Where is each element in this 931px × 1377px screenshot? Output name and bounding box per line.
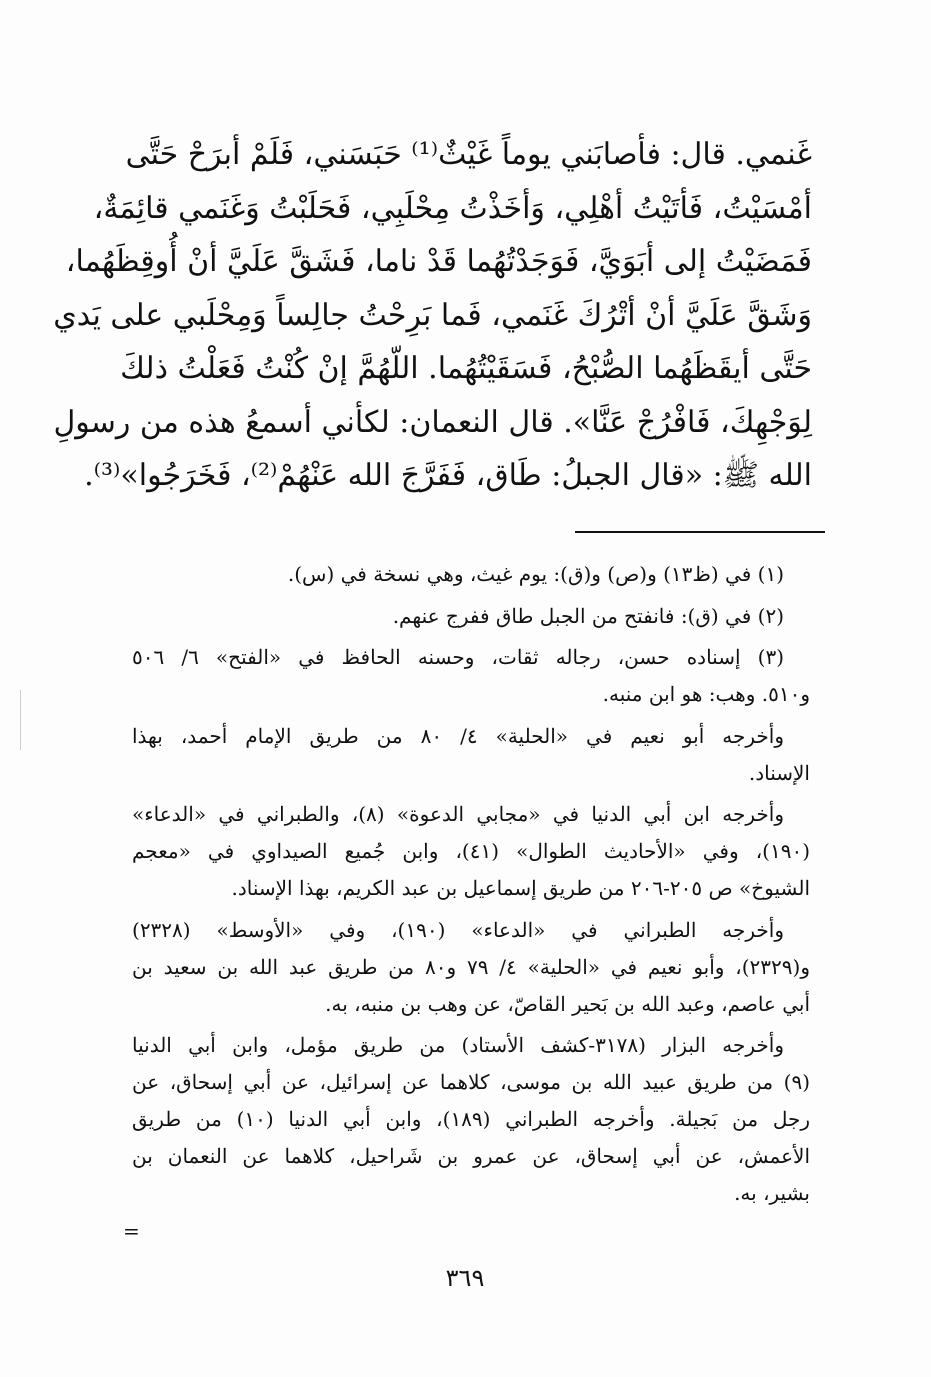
main-text-line: فَمَضَيْتُ إلى أبَوَيَّ، فَوَجَدْتُهُما قَدْ ناما، فَشَقَّ عَلَيَّ أنْ أُوقِظَهُما، (65, 244, 812, 279)
footnote-line: (١) في (ظ١٣) و(ص) و(ق): يوم غيث، وهي نسخة في (س). (287, 562, 784, 586)
page-number: ٣٦٩ (445, 1264, 485, 1292)
footnote-divider (575, 531, 825, 533)
footnote-line: الشيوخ» ص ٢٠٥-٢٠٦ من طريق إسماعيل بن عبد الكريم، بهذا الإسناد. (231, 876, 810, 900)
footnote-3 (132, 639, 810, 713)
footnote-line: الإسناد. (748, 760, 810, 785)
footnote-line: بشير، به. (734, 1181, 810, 1205)
footnote-line: (١٩٠)، وفي «الأحاديث الطوال» (٤١)، وابن جُميع الصيداوي في «معجم (132, 839, 810, 863)
footnote-line: وأخرجه الطبراني في «الدعاء» (١٩٠)، وفي «الأوسط» (٢٣٢٨) (132, 917, 785, 942)
footnote-line: (٩) من طريق عبيد الله بن موسى، كلاهما عن إسرائيل، عن أبي إسحاق، عن (132, 1070, 810, 1094)
footnote-line: و(٢٣٢٩)، وأبو نعيم في «الحلية» ٤/ ٧٩ و٨٠ من طريق عبد الله بن سعيد بن (132, 954, 810, 979)
footnote-2 (132, 598, 810, 635)
footnote-line: وأخرجه البزار (٣١٧٨-كشف الأستاد) من طريق مؤمل، وابن أبي الدنيا (132, 1033, 784, 1057)
footnote-line: وأخرجه أبو نعيم في «الحلية» ٤/ ٨٠ من طريق الإمام أحمد، بهذا (132, 723, 784, 748)
footnote-paragraph (132, 718, 810, 792)
footnote-line: أبي عاصم، وعبد الله بن بَحير القاصّ، عن وهب بن منبه، به. (325, 991, 810, 1016)
footnote-line: (٢) في (ق): فانفتح من الجبل طاق ففرج عنهم. (392, 603, 784, 628)
scan-margin-mark (20, 690, 21, 750)
footnote-line: و٥١٠. وهب: هو ابن منبه. (602, 682, 810, 706)
main-text-line: وَشَقَّ عَلَيَّ أنْ أتْرُكَ غَنَمي، فَما بَرِحْتُ جالِساً وَمِحْلَبي على يَدي (53, 297, 812, 333)
footnote-line: رجل من بَجيلة. وأخرجه الطبراني (١٨٩)، وابن أبي الدنيا (١٠) من طريق (132, 1107, 810, 1131)
footnote-paragraph (132, 912, 810, 1023)
main-text-line: غَنمي. قال: فأصابَني يوماً غَيْثٌ⁽¹⁾ حَبَسَني، فَلَمْ أبرَحْ حَتَّى (125, 137, 812, 172)
main-text-line: حَتَّى أيقَظَهُما الصُّبْحُ، فَسَقَيْتُهُما. اللّهُمَّ إنْ كُنْتُ فَعَلْتُ ذلكَ (120, 351, 812, 386)
footnote-paragraph (132, 1027, 810, 1212)
main-text-line: لِوَجْهِكَ، فَافْرُجْ عَنَّا». قال النعمان: لكأني أسمعُ هذه من رسولِ (53, 404, 812, 440)
main-text-line: الله ﷺ: «قال الجبلُ: طَاق، فَفَرَّجَ الله عَنْهُمْ⁽²⁾، فَخَرَجُوا»⁽³⁾. (84, 458, 812, 493)
main-text-line: أمْسَيْتُ، فَأتَيْتُ أهْلِي، وَأخَذْتُ مِحْلَبِي، فَحَلَبْتُ وَغَنَمي قائِمَةٌ، (93, 190, 812, 226)
footnote-line: وأخرجه ابن أبي الدنيا في «مجابي الدعوة» (٨)، والطبراني في «الدعاء» (132, 802, 784, 826)
footnote-1 (132, 556, 810, 593)
footnote-line: (٣) إسناده حسن، رجاله ثقات، وحسنه الحافظ في «الفتح» ٦/ ٥٠٦ (132, 645, 784, 669)
continuation-mark: = (123, 1219, 140, 1243)
footnote-line: الأعمش، عن أبي إسحاق، عن عمرو بن شَراحيل، كلاهما عن النعمان بن (132, 1144, 811, 1168)
footnotes-block (132, 556, 810, 1217)
main-text-block (53, 128, 812, 503)
footnote-paragraph (132, 796, 810, 907)
